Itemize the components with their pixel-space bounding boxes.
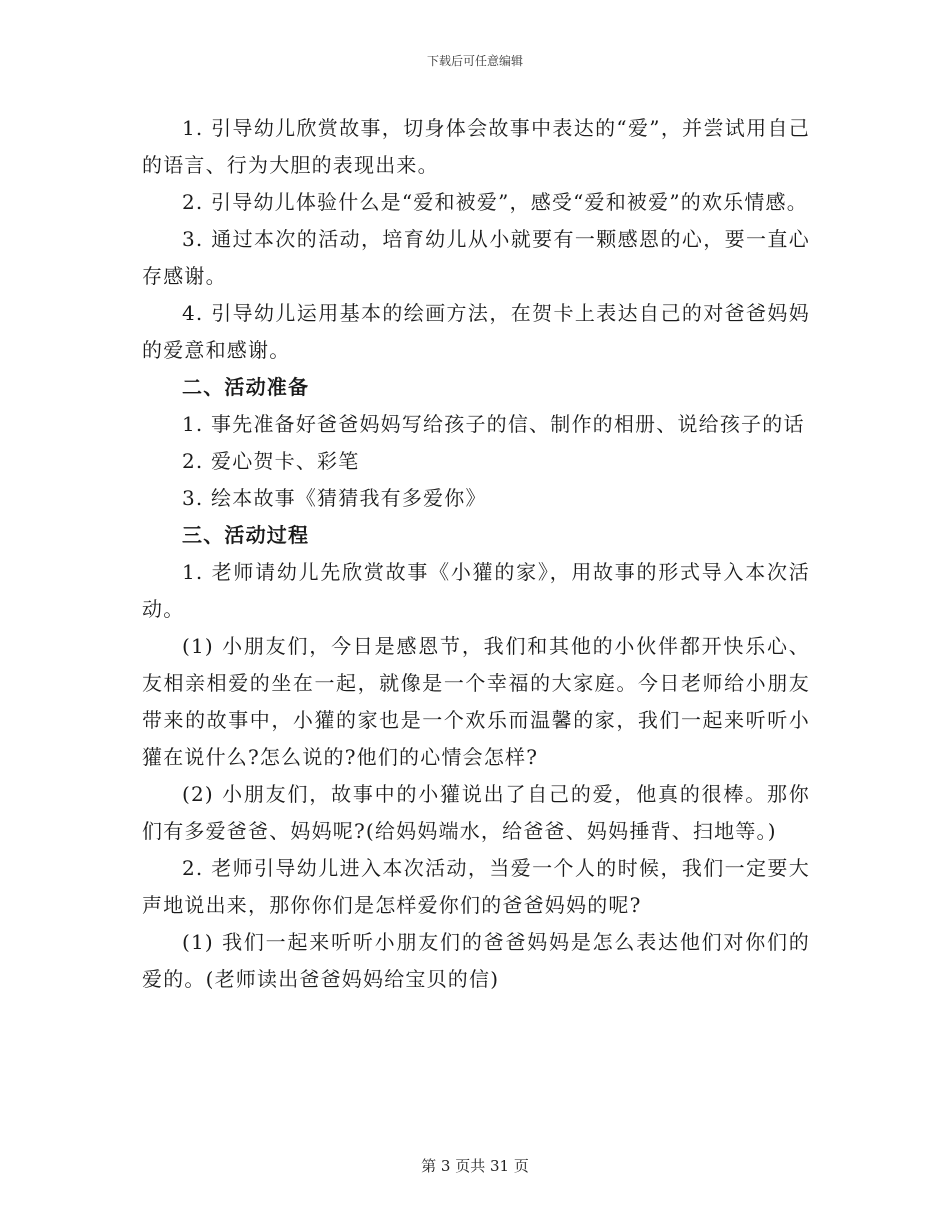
preparation-item-3: 3. 绘本故事《猜猜我有多爱你》 [182, 486, 487, 510]
page-footer: 第 3 页共 31 页 [421, 1157, 529, 1175]
process-step-1-sub-1: (1) 小朋友们，今日是感恩节，我们和其他的小伙伴都开快乐心、友相亲相爱的坐在一起，就像是一个幸福的大家庭。今日老师给小朋友带来的故事中，小獾的家也是一个欢乐而温馨的家，我们一起来听听小獾在说什么?怎么说的?他们的心情会怎样? [142, 634, 810, 769]
preparation-item-2: 2. 爱心贺卡、彩笔 [182, 449, 360, 473]
goal-paragraph-3: 3. 通过本次的活动，培育幼儿从小就要有一颗感恩的心，要一直心存感谢。 [142, 227, 810, 288]
section-heading-preparation: 二、活动准备 [182, 375, 310, 399]
process-step-1: 1. 老师请幼儿先欣赏故事《小獾的家》，用故事的形式导入本次活动。 [142, 560, 810, 621]
document-body [142, 110, 810, 998]
page-header: 下载后可任意编辑 [426, 54, 523, 68]
section-heading-process: 三、活动过程 [182, 523, 310, 547]
goal-paragraph-2: 2. 引导幼儿体验什么是“爱和被爱”，感受“爱和被爱”的欢乐情感。 [182, 190, 808, 214]
process-step-2-sub-1: (1) 我们一起来听听小朋友们的爸爸妈妈是怎么表达他们对你们的爱的。(老师读出爸爸妈妈给宝贝的信) [142, 930, 810, 991]
preparation-item-1: 1. 事先准备好爸爸妈妈写给孩子的信、制作的相册、说给孩子的话 [182, 412, 805, 436]
process-step-1-sub-2: (2) 小朋友们，故事中的小獾说出了自己的爱，他真的很棒。那你们有多爱爸爸、妈妈呢?(给妈妈端水，给爸爸、妈妈捶背、扫地等。) [142, 782, 810, 843]
goal-paragraph-1: 1. 引导幼儿欣赏故事，切身体会故事中表达的“爱”，并尝试用自己的语言、行为大胆的表现出来。 [142, 116, 810, 177]
process-step-2: 2. 老师引导幼儿进入本次活动，当爱一个人的时候，我们一定要大声地说出来，那你你们是怎样爱你们的爸爸妈妈的呢? [142, 856, 810, 917]
goal-paragraph-4: 4. 引导幼儿运用基本的绘画方法，在贺卡上表达自己的对爸爸妈妈的爱意和感谢。 [142, 301, 810, 362]
